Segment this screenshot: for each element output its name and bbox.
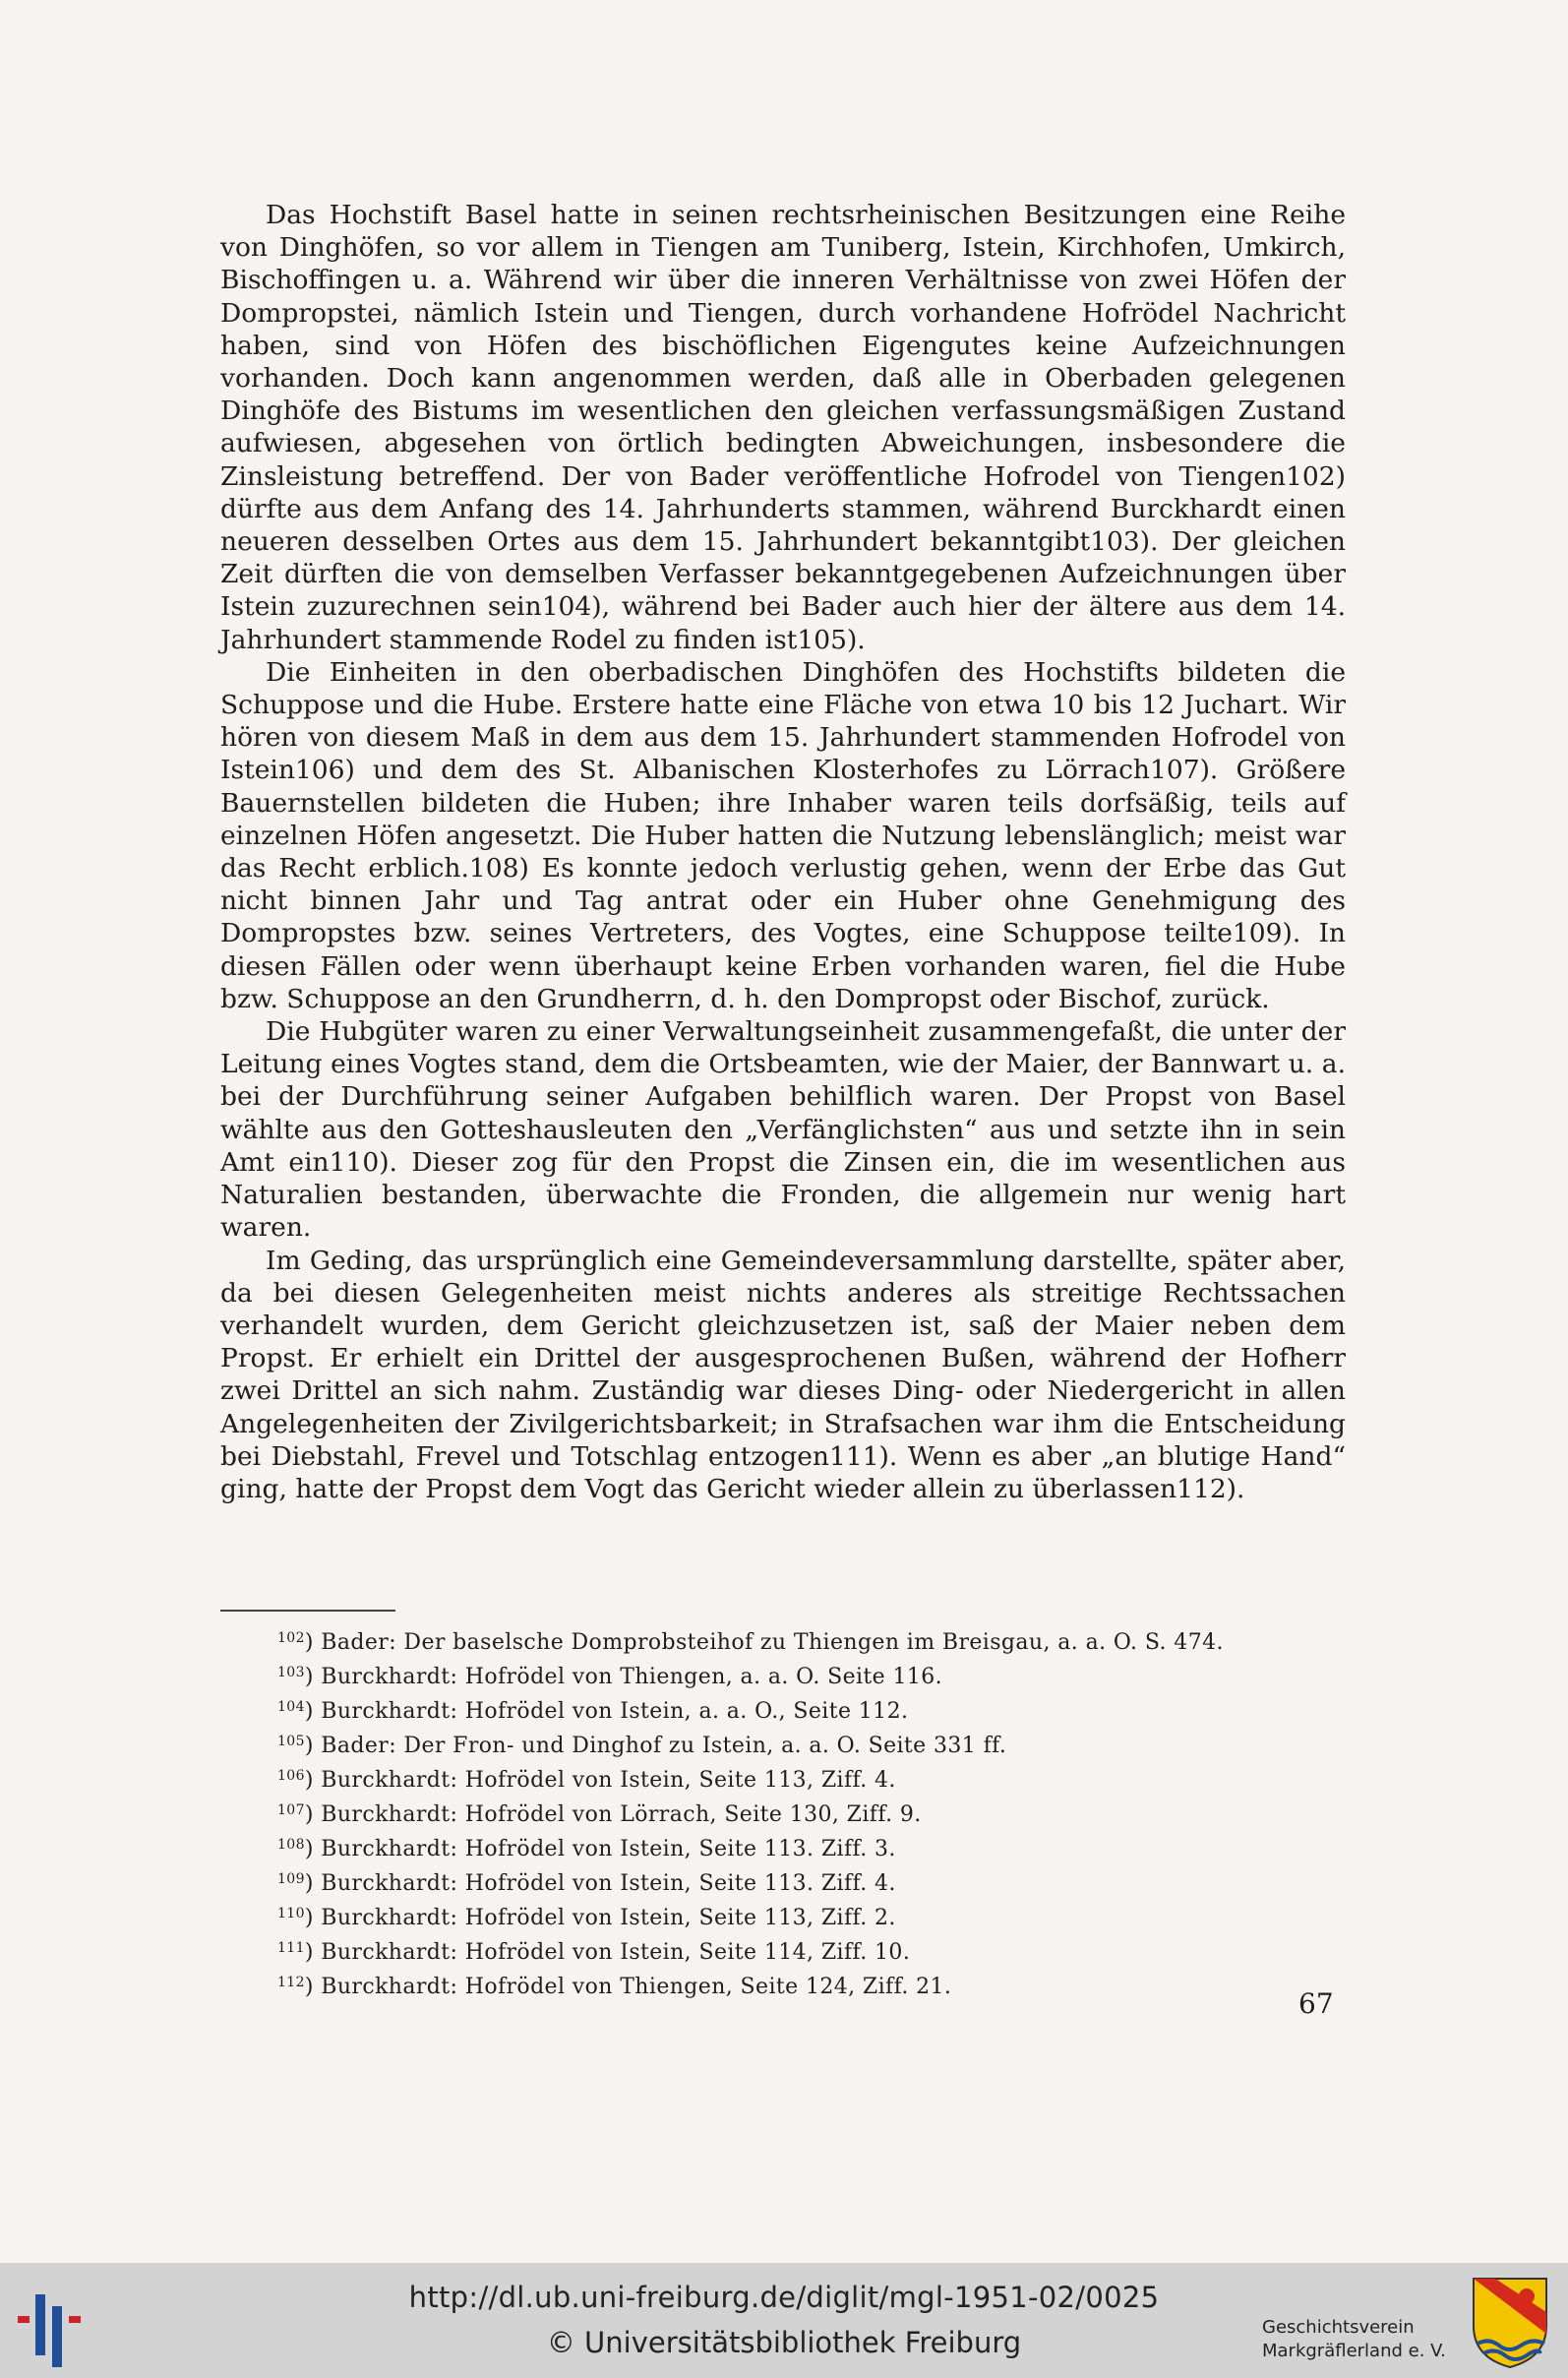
footnote-text: ) Burckhardt: Hofrödel von Istein, a. a. O., Seite 112. (304, 1699, 909, 1724)
footnote (277, 1623, 1359, 1658)
footnote-divider (220, 1610, 395, 1612)
footnote-list (277, 1623, 1359, 2002)
paragraph: Die Hubgüter waren zu einer Verwaltungseinheit zusammengefaßt, die unter der Leitung eines Vogtes stand, dem die Ortsbeamten, wie der Maier, der Bannwart u. a. bei der Durchführung seiner Aufgaben behilflich waren. Der Propst von Basel wählte aus den Gotteshausleuten den „Verfänglichsten“ aus und setzte ihn in sein Amt ein110). Dieser zog für den Propst die Zinsen ein, die im wesentlichen aus Naturalien bestanden, überwachte die Fronden, die allgemein nur wenig hart waren. (220, 1016, 1346, 1244)
footnote (277, 1692, 1359, 1727)
footnote-number: 111 (277, 1940, 305, 1956)
footnote (277, 1830, 1359, 1864)
footnote-text: ) Burckhardt: Hofrödel von Thiengen, a. a. O. Seite 116. (304, 1665, 943, 1689)
footnote-number: 110 (277, 1906, 305, 1921)
footer-bar (0, 2263, 1568, 2378)
footnote-number: 109 (277, 1871, 305, 1887)
footnote-text: ) Bader: Der Fron- und Dinghof zu Istein, a. a. O. Seite 331 ff. (304, 1734, 1007, 1758)
footnote-number: 106 (277, 1768, 305, 1784)
footnote-number: 112 (277, 1975, 305, 1990)
page-number: 67 (1298, 1987, 1334, 2020)
footnote-text: ) Burckhardt: Hofrödel von Istein, Seite 113. Ziff. 4. (304, 1871, 896, 1896)
footnote-number: 104 (277, 1699, 305, 1715)
footnote-number: 102 (277, 1630, 305, 1646)
footnote-text: ) Burckhardt: Hofrödel von Istein, Seite 114, Ziff. 10. (304, 1940, 911, 1965)
society-name-line: Markgräflerland e. V. (1262, 2341, 1446, 2361)
footnote-text: ) Bader: Der baselsche Domprobsteihof zu Thiengen im Breisgau, a. a. O. S. 474. (304, 1630, 1224, 1655)
footnote-text: ) Burckhardt: Hofrödel von Istein, Seite 113, Ziff. 4. (304, 1768, 896, 1793)
footnote-number: 105 (277, 1734, 305, 1749)
footnote (277, 1968, 1359, 2002)
paragraph: Das Hochstift Basel hatte in seinen rechtsrheinischen Besitzungen eine Reihe von Dinghöfen, so vor allem in Tiengen am Tuniberg, Istein, Kirchhofen, Umkirch, Bischoffingen u. a. Während wir über die inneren Verhältnisse von zwei Höfen der Dompropstei, nämlich Istein und Tiengen, durch vorhandene Hofrödel Nachricht haben, sind von Höfen des bischöflichen Eigengutes keine Aufzeichnungen vorhanden. Doch kann angenommen werden, daß alle in Oberbaden gelegenen Dinghöfe des Bistums im wesentlichen den gleichen verfassungsmäßigen Zustand aufwiesen, abgesehen von örtlich bedingten Abweichungen, insbesondere die Zinsleistung betreffend. Der von Bader veröffentliche Hofrodel von Tiengen102) dürfte aus dem Anfang des 14. Jahrhunderts stammen, während Burckhardt einen neueren desselben Ortes aus dem 15. Jahrhundert bekanntgibt103). Der gleichen Zeit dürften die von demselben Verfasser bekanntgegebenen Aufzeichnungen über Istein zuzurechnen sein104), während bei Bader auch hier der ältere aus dem 14. Jahrhundert stammende Rodel zu finden ist105). (220, 200, 1346, 655)
footnote (277, 1658, 1359, 1692)
body-text (220, 199, 1346, 1505)
society-name (1262, 2316, 1459, 2363)
footnote-number: 103 (277, 1665, 305, 1680)
copyright-text: © Universitätsbibliothek Freiburg (546, 2326, 1022, 2359)
footnote-text: ) Burckhardt: Hofrödel von Lörrach, Seite 130, Ziff. 9. (304, 1802, 922, 1827)
footnote (277, 1761, 1359, 1796)
paragraph: Die Einheiten in den oberbadischen Dinghöfen des Hochstifts bildeten die Schuppose und die Hube. Erstere hatte eine Fläche von etwa 10 bis 12 Juchart. Wir hören von diesem Maß in dem aus dem 15. Jahrhundert stammenden Hofrodel von Istein106) und dem des St. Albanischen Klosterhofes zu Lörrach107). Größere Bauernstellen bildeten die Huben; ihre Inhaber waren teils dorfsäßig, teils auf einzelnen Höfen angesetzt. Die Huber hatten die Nutzung lebenslänglich; meist war das Recht erblich.108) Es konnte jedoch verlustig gehen, wenn der Erbe das Gut nicht binnen Jahr und Tag antrat oder ein Huber ohne Genehmigung des Dompropstes bzw. seines Vertreters, des Vogtes, eine Schuppose teilte109). In diesen Fällen oder wenn überhaupt keine Erben vorhanden waren, fiel die Hube bzw. Schuppose an den Grundherrn, d. h. den Dompropst oder Bischof, zurück. (220, 656, 1346, 1014)
footnote (277, 1796, 1359, 1830)
paragraph: Im Geding, das ursprünglich eine Gemeindeversammlung darstellte, später aber, da bei diesen Gelegenheiten meist nichts anderes als streitige Rechtssachen verhandelt wurden, dem Gericht gleichzusetzen ist, saß der Maier neben dem Propst. Er erhielt ein Drittel der ausgesprochenen Bußen, während der Hofherr zwei Drittel an sich nahm. Zuständig war dieses Ding- oder Niedergericht in allen Angelegenheiten der Zivilgerichtsbarkeit; in Strafsachen war ihm die Entscheidung bei Diebstahl, Frevel und Totschlag entzogen111). Wenn es aber „an blutige Hand“ ging, hatte der Propst dem Vogt das Gericht wieder allein zu überlassen112). (220, 1245, 1346, 1504)
footnote (277, 1727, 1359, 1761)
footnote-text: ) Burckhardt: Hofrödel von Istein, Seite 113. Ziff. 3. (304, 1837, 896, 1861)
footnote (277, 1899, 1359, 1933)
document-url-link[interactable]: http://dl.ub.uni-freiburg.de/diglit/mgl-1951-02/0025 (408, 2281, 1160, 2314)
society-name-line: Geschichtsverein (1262, 2317, 1415, 2338)
footnote-number: 107 (277, 1802, 305, 1818)
footnote (277, 1864, 1359, 1899)
footnote (277, 1933, 1359, 1968)
footnote-text: ) Burckhardt: Hofrödel von Thiengen, Seite 124, Ziff. 21. (304, 1975, 952, 1999)
footnote-text: ) Burckhardt: Hofrödel von Istein, Seite 113, Ziff. 2. (304, 1906, 896, 1930)
coat-of-arms-icon[interactable] (1470, 2275, 1550, 2369)
footnote-number: 108 (277, 1837, 305, 1853)
